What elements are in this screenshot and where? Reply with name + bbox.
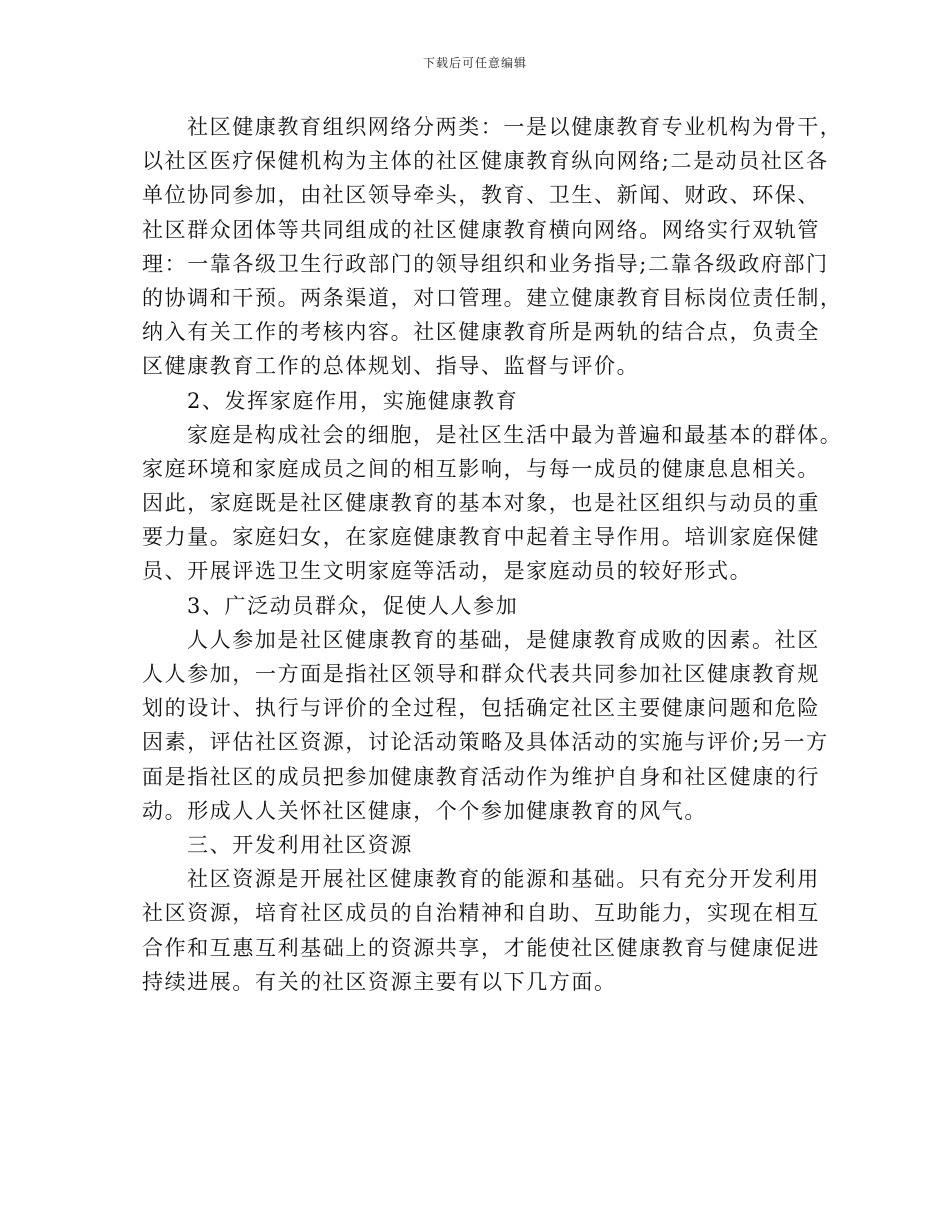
heading-line: 2、发挥家庭作用，实施健康教育 bbox=[187, 388, 519, 413]
text-line: 理：一靠各级卫生行政部门的领导组织和业务指导;二靠各级政府部门 bbox=[142, 251, 829, 276]
text-line: 人人参加是社区健康教育的基础，是健康教育成败的因素。社区 bbox=[187, 627, 820, 652]
paragraph bbox=[142, 862, 820, 999]
paragraph bbox=[142, 110, 843, 384]
paragraph bbox=[142, 623, 829, 828]
text-line: 因素，评估社区资源，讨论活动策略及具体活动的实施与评价;另一方 bbox=[142, 730, 829, 755]
text-line: 社区群众团体等共同组成的社区健康教育横向网络。网络实行双轨管 bbox=[142, 217, 820, 242]
text-line: 因此，家庭既是社区健康教育的基本对象，也是社区组织与动员的重 bbox=[142, 491, 820, 516]
document-body bbox=[142, 110, 843, 999]
text-line: 要力量。家庭妇女，在家庭健康教育中起着主导作用。培训家庭保健 bbox=[142, 525, 820, 550]
text-line: 面是指社区的成员把参加健康教育活动作为维护自身和社区健康的行 bbox=[142, 764, 820, 789]
heading-line: 三、开发利用社区资源 bbox=[187, 832, 413, 857]
text-line: 家庭环境和家庭成员之间的相互影响，与每一成员的健康息息相关。 bbox=[142, 456, 820, 481]
section-heading bbox=[142, 828, 808, 862]
text-line: 单位协同参加，由社区领导牵头，教育、卫生、新闻、财政、环保、 bbox=[142, 183, 820, 208]
text-line: 合作和互惠互利基础上的资源共享，才能使社区健康教育与健康促进 bbox=[142, 935, 820, 960]
text-line: 区健康教育工作的总体规划、指导、监督与评价。 bbox=[142, 354, 640, 379]
paragraph bbox=[142, 418, 843, 589]
text-line: 持续进展。有关的社区资源主要有以下几方面。 bbox=[142, 969, 617, 994]
text-line: 家庭是构成社会的细胞，是社区生活中最为普遍和最基本的群体。 bbox=[187, 422, 843, 447]
text-line: 员、开展评选卫生文明家庭等活动，是家庭动员的较好形式。 bbox=[142, 559, 753, 584]
text-line: 纳入有关工作的考核内容。社区健康教育所是两轨的结合点，负责全 bbox=[142, 320, 820, 345]
text-line: 的协调和干预。两条渠道，对口管理。建立健康教育目标岗位责任制， bbox=[142, 285, 843, 310]
text-line: 社区健康教育组织网络分两类：一是以健康教育专业机构为骨干， bbox=[187, 115, 843, 139]
page-header: 下载后可任意编辑 bbox=[422, 56, 527, 70]
text-line: 社区资源，培育社区成员的自治精神和自助、互助能力，实现在相互 bbox=[142, 901, 820, 926]
heading-line: 3、广泛动员群众，促使人人参加 bbox=[187, 593, 519, 618]
text-line: 划的设计、执行与评价的全过程，包括确定社区主要健康问题和危险 bbox=[142, 696, 820, 721]
text-line: 动。形成人人关怀社区健康，个个参加健康教育的风气。 bbox=[142, 798, 707, 823]
section-heading bbox=[142, 589, 808, 623]
section-heading bbox=[142, 384, 808, 418]
text-line: 社区资源是开展社区健康教育的能源和基础。只有充分开发利用 bbox=[187, 867, 820, 892]
text-line: 人人参加，一方面是指社区领导和群众代表共同参加社区健康教育规 bbox=[142, 662, 820, 686]
text-line: 以社区医疗保健机构为主体的社区健康教育纵向网络;二是动员社区各 bbox=[142, 149, 829, 174]
